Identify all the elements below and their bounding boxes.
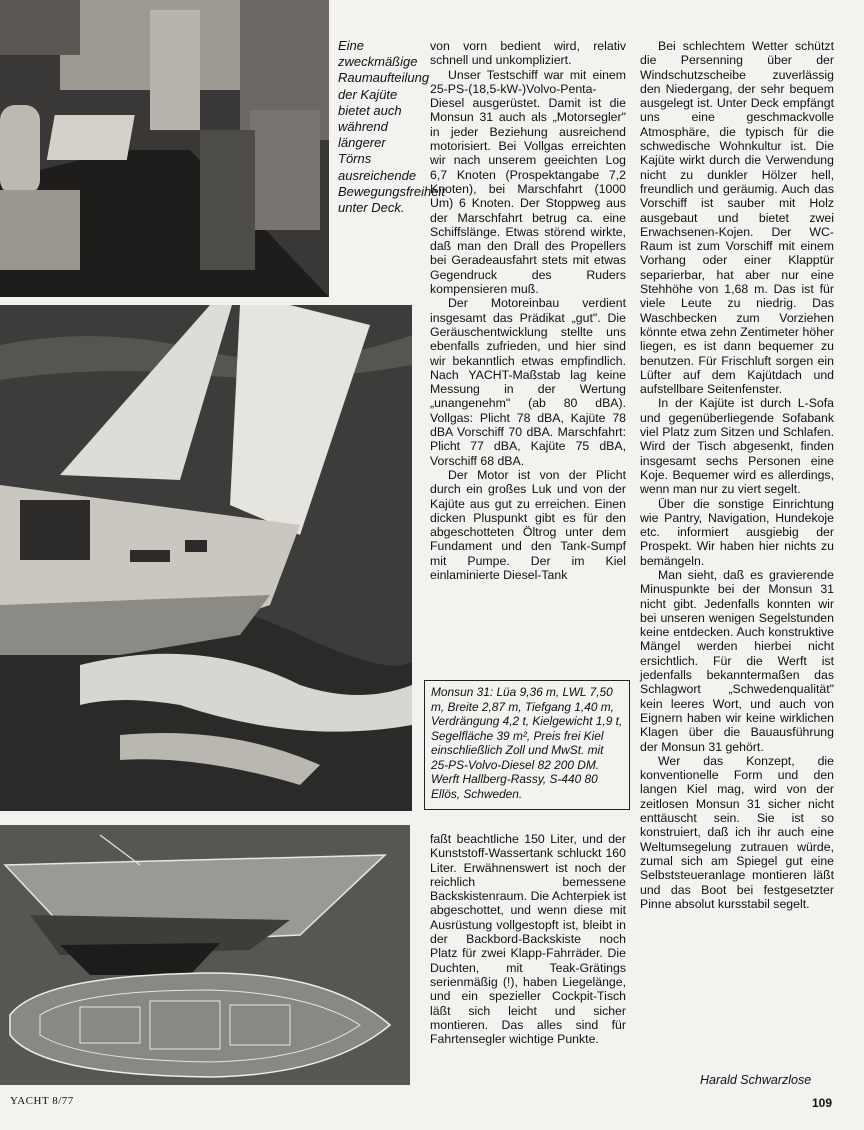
photo-caption: Eine zweckmäßige Raumaufteilung der Kajüte bietet auch während längerer Törns ausreichende Bewegungsfreiheit unter Deck. — [338, 38, 445, 216]
paragraph: von vorn bedient wird, relativ schnell und unkompliziert. — [430, 39, 626, 68]
text-column-middle-bottom — [430, 832, 626, 1046]
boat-plan-drawing — [0, 825, 410, 1085]
author-name: Harald Schwarzlose — [700, 1073, 812, 1087]
paragraph: Wer das Konzept, die konventionelle Form und den langen Kiel mag, wird von der zeitlosen Monsun 31 sicher nicht enttäuscht sein. Sie ist so konstruiert, daß ich ihr auch eine Weltumsegelung zutrauen würde, zumal sich am Spiegel gut eine Selbststeueranlage montieren läßt und das Boot bei festgesetzter Pinne absolut kursstabil segelt. — [640, 753, 834, 911]
specs-box: Monsun 31: Lüa 9,36 m, LWL 7,50 m, Breite 2,87 m, Tiefgang 1,40 m, Verdrängung 4,2 t, Kielgewicht 1,9 t, Segelfläche 39 m², Preis frei Kiel einschließlich Zoll und MwSt. mit 25-PS-Volvo-Diesel 82 200 DM. Werft Hallberg-Rassy, S-440 80 Ellös, Schweden. — [424, 680, 630, 810]
sailing-boat-photo — [0, 305, 412, 811]
page-number: 109 — [812, 1096, 833, 1110]
paragraph: Unser Testschiff war mit einem 25-PS-(18,5-kW-)Volvo-Penta-Diesel ausgerüstet. Damit ist die Monsun 31 auch als „Motorsegler" in jeder Beziehung ausreichend motorisiert. Bei Vollgas erreichten wir nach unserem geeichten Log 6,7 Knoten (Prospektangabe 7,2 Knoten), bei Marschfahrt (1000 Um) 6 Knoten. Der Stoppweg aus der Marschfahrt betrug ca. eine Schiffslänge. Etwas störend wirkte, daß man den Drall des Propellers bei Geradeausfahrt stets mit etwas Gegendruck des Ruders kompensieren muß. — [430, 67, 626, 297]
paragraph: Über die sonstige Einrichtung wie Pantry, Navigation, Hundekoje etc. informiert ausgiebig der Prospekt. Wir haben hier nichts zu bemängeln. — [640, 496, 834, 568]
paragraph: Der Motor ist von der Plicht durch ein großes Luk und von der Kajüte aus gut zu erreichen. Einen dicken Pluspunkt gibt es für den abgeschotteten Öltrog unter dem Fundament und den Tank-Sumpf mit Pumpe. Der im Kiel einlaminierte Diesel-Tank — [430, 467, 626, 582]
text-column-middle — [430, 39, 626, 582]
text-column-right — [640, 39, 834, 911]
paragraph: Der Motoreinbau verdient insgesamt das Prädikat „gut". Die Geräuschentwicklung stellte uns ebenfalls zufrieden, und hier sind wir bekanntlich etwas empfindlich. Nach YACHT-Maßstab lag keine Messung in der Wertung „unangenehm" (ab 80 dBA). Vollgas: Plicht 78 dBA, Kajüte 78 dBA Vorschiff 70 dBA. Marschfahrt: Plicht 77 dBA, Kajüte 75 dBA, Vorschiff 68 dBA. — [430, 296, 626, 468]
paragraph: faßt beachtliche 150 Liter, und der Kunststoff-Wassertank schluckt 160 Liter. Erwähnenswert ist noch der reichlich bemessene Backskistenraum. Die Achterpiek ist abgeschottet, und wenn diese mit Ausrüstung vollgestopft ist, bleibt in der Backbord-Backskiste noch Platz für zwei Klapp-Fahrräder. Die Duchten, mit Teak-Grätings serienmäßig (!), haben Liegelänge, und ein spezieller Cockpit-Tisch läßt sich leicht und sicher montieren. Das alles sind für Fahrtensegler wichtige Punkte. — [430, 832, 626, 1047]
cabin-interior-photo — [0, 0, 329, 297]
magazine-issue: YACHT 8/77 — [10, 1095, 74, 1107]
paragraph: In der Kajüte ist durch L-Sofa und gegenüberliegende Sofabank viel Platz zum Sitzen und Schlafen. Wird der Tisch abgesenkt, finden insgesamt sechs Personen eine Koje. Bequemer wird es allerdings, wenn man nur zu viert segelt. — [640, 396, 834, 497]
paragraph: Bei schlechtem Wetter schützt die Persenning über der Windschutzscheibe zuverlässig den Niedergang, der sehr bequem ausgelegt ist. Unter Deck empfängt uns eine geschmackvolle Atmosphäre, die typisch für die schwedische Wohnkultur ist. Die Kajüte wirkt durch die Verwendung nicht zu dunkler Hölzer hell, freundlich und geräumig. Auch das Vorschiff ist sauber mit Holz ausgebaut und bietet zwei Erwachsenen-Kojen. Der WC-Raum ist zum Vorschiff mit einem Vorhang oder einer Klapptür separierbar, hat aber nur eine Stehhöhe von 1,68 m. Das ist für viele Leute zu niedrig. Das Waschbecken zum Vorziehen könnte etwa zehn Zentimeter höher liegen, es ist dann bequemer zu benutzen. Für Frischluft sorgen ein Lüfter auf dem Kajütdach und aufstellbare Seitenfenster. — [640, 39, 834, 397]
paragraph: Man sieht, daß es gravierende Minuspunkte bei der Monsun 31 nicht gibt. Jedenfalls konnten wir bei unseren wenigen Segelstunden keine entdecken. Auch konstruktive Mängel werden hierbei nicht ersichtlich. Für die Werft ist jedenfalls bekanntermaßen das Schlagwort „Schwedenqualität" kein leeres Wort, und auch von Eignern haben wir keine wirklichen Klagen über die Bauausführung der Monsun 31 gehört. — [640, 567, 834, 754]
